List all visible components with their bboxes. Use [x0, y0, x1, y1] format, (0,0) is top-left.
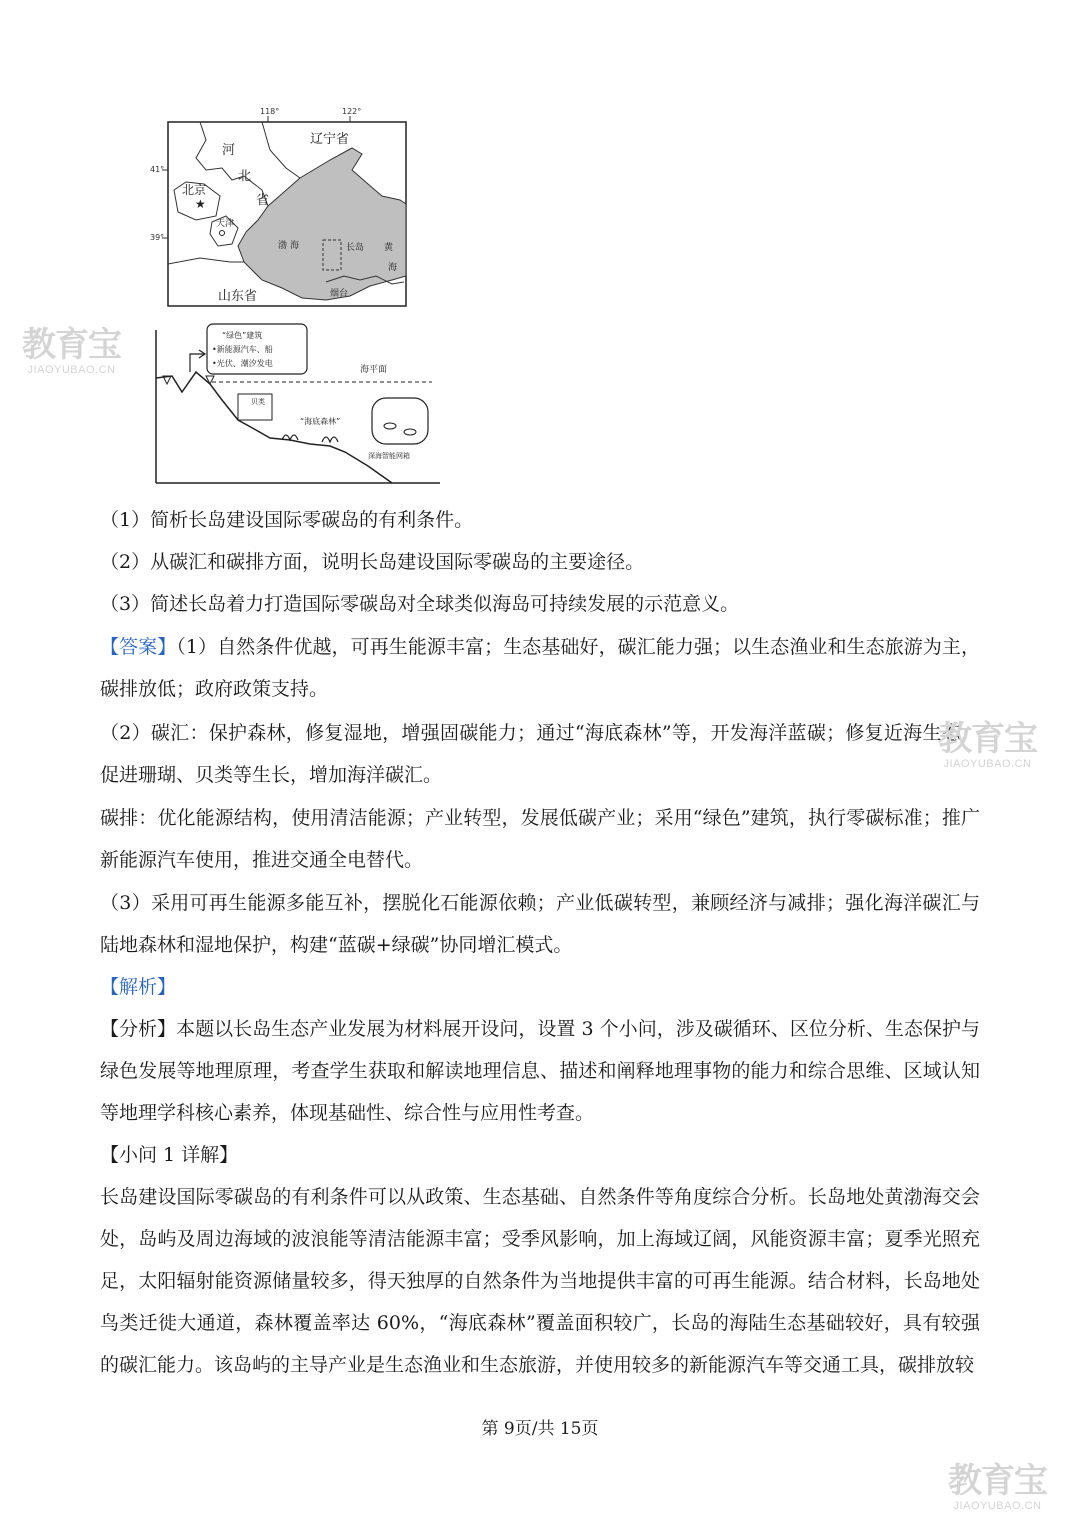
label-liaoning: 辽宁省 — [310, 132, 350, 147]
sub-question-1-detail: 长岛建设国际零碳岛的有利条件可以从政策、生态基础、自然条件等角度综合分析。长岛地处黄渤海交会处，岛屿及周边海域的波浪能等清洁能源丰富；受季风影响，加上海域辽阔，风能资源丰富；夏季光照充足，太阳辐射能资源储量较多，得天独厚的自然条件为当地提供丰富的可再生能源。结合材料，长岛地处鸟类迁徙大通道，森林覆盖率达 60%，“海底森林”覆盖面积较广，长岛的海陆生态基础较好，具有较强的碳汇能力。该岛屿的主导产业是生态渔业和生态旅游，并使用较多的新能源汽车等交通工具，碳排放较 — [100, 1186, 980, 1376]
analysis-tag: 【解析】 — [100, 976, 177, 998]
box-line: “绿色”建筑 — [222, 331, 263, 340]
question-3: （3）简述长岛着力打造国际零碳岛对全球类似海岛可持续发展的示范意义。 — [100, 593, 740, 615]
label-changdao: 长岛 — [346, 243, 365, 253]
watermark-logo: 教育宝 JIAOYUBAO.CN — [948, 1461, 1047, 1512]
question-1: （1）简析长岛建设国际零碳岛的有利条件。 — [100, 509, 474, 531]
label-yantai: 烟台 — [330, 289, 349, 299]
location-map — [150, 107, 406, 306]
box-line: •新能源汽车、船 — [212, 345, 273, 354]
label-shandong: 山东省 — [218, 289, 258, 304]
label-beijing: 北京 — [182, 183, 207, 197]
figure-map-and-profile — [0, 0, 1080, 500]
seaweed-icon — [282, 435, 338, 442]
label-hebei: 省 — [256, 193, 270, 208]
forest-label: “海底森林” — [300, 417, 341, 426]
page-number: 第 9页/共 15页 — [481, 1419, 599, 1439]
label-huanghai: 海 — [388, 263, 398, 273]
shellfish-label: 贝类 — [251, 398, 265, 406]
box-line: •光伏、潮汐发电 — [212, 359, 273, 368]
ranch-label: 深海智能网箱 — [368, 452, 410, 460]
watermark-logo: 教育宝 JIAOYUBAO.CN — [938, 719, 1037, 770]
label-hebei: 北 — [238, 169, 252, 184]
beijing-star-icon: ★ — [195, 197, 206, 211]
sea-level-label: 海平面 — [360, 365, 388, 375]
label-bohai: 渤 — [278, 241, 288, 251]
answer-part-4: （3）采用可再生能源多能互补，摆脱化石能源依赖；产业低碳转型，兼顾经济与减排；强化海洋碳汇与陆地森林和湿地保护，构建“蓝碳+绿碳”协同增汇模式。 — [100, 892, 980, 956]
label-tianjin: 天津 — [216, 219, 235, 229]
answer-part-3: 碳排：优化能源结构，使用清洁能源；产业转型，发展低碳产业；采用“绿色”建筑，执行零碳标准；推广新能源汽车使用，推进交通全电替代。 — [100, 807, 980, 871]
lon-label: 118° — [260, 107, 280, 116]
smart-cage-icon — [372, 398, 428, 444]
lat-label: 39° — [150, 233, 165, 242]
sub-question-1-heading: 【小问 1 详解】 — [100, 1144, 239, 1166]
answer-part-1 — [100, 626, 980, 710]
lat-label: 41° — [150, 165, 165, 174]
answer-text: （1）自然条件优越，可再生能源丰富；生态基础好，碳汇能力强；以生态渔业和生态旅游为主，碳排放低；政府政策支持。 — [100, 636, 980, 700]
answer-tag: 【答案】 — [100, 636, 177, 658]
lon-label: 122° — [342, 107, 362, 116]
label-hebei: 河 — [222, 143, 236, 158]
question-2: （2）从碳汇和碳排方面，说明长岛建设国际零碳岛的主要途径。 — [100, 551, 645, 573]
analysis-overview: 【分析】本题以长岛生态产业发展为材料展开设问，设置 3 个小问，涉及碳循环、区位分析、生态保护与绿色发展等地理原理，考查学生获取和解读地理信息、描述和阐释地理事物的能力和综合思维、区域认知等地理学科核心素养，体现基础性、综合性与应用性考查。 — [100, 1018, 980, 1124]
label-huanghai: 黄 — [384, 243, 394, 253]
label-bohai: 海 — [290, 241, 300, 251]
carbon-profile-diagram — [156, 324, 440, 483]
watermark-logo: 教育宝 JIAOYUBAO.CN — [22, 325, 121, 376]
seabed-profile — [156, 372, 392, 483]
answer-part-2: （2）碳汇：保护森林，修复湿地，增强固碳能力；通过“海底森林”等，开发海洋蓝碳；修复近海生态，促进珊瑚、贝类等生长，增加海洋碳汇。 — [100, 722, 980, 786]
